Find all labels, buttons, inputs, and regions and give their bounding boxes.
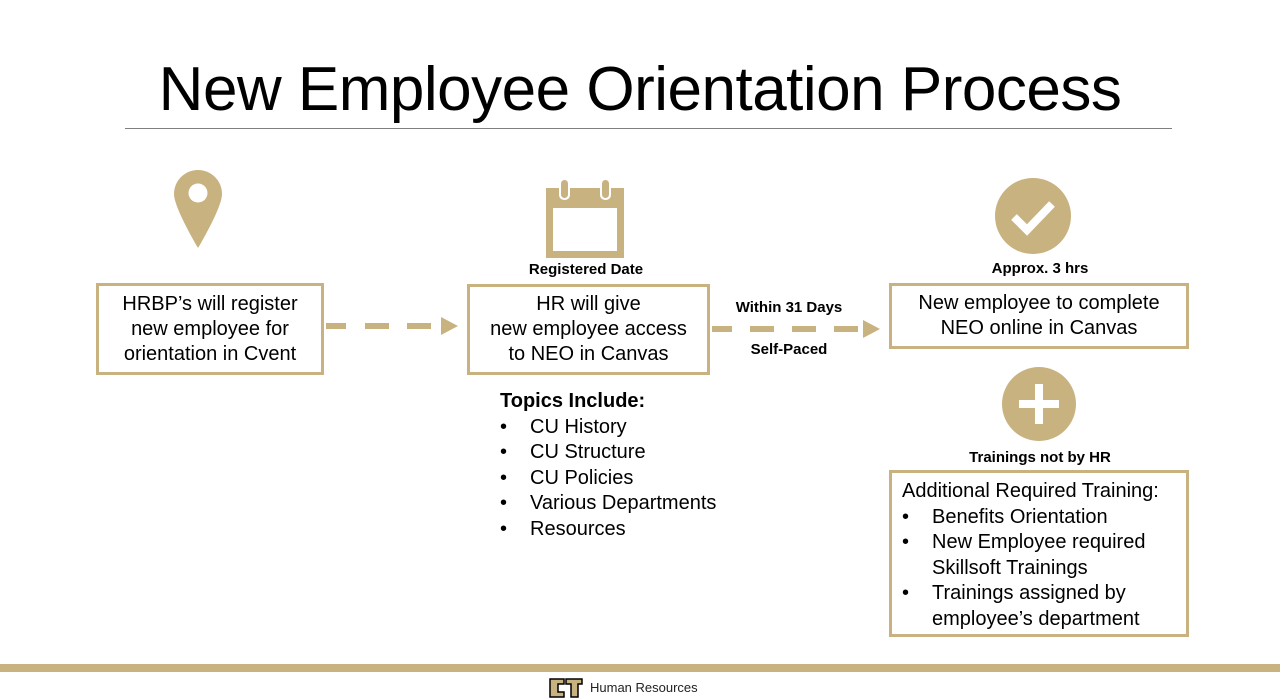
step-text-line: HRBP’s will register [122, 292, 298, 315]
bullet: • [902, 582, 910, 604]
list-item [500, 466, 716, 492]
list-item-text: CU Policies [530, 466, 634, 489]
bullet: • [902, 505, 910, 528]
step-text-line: new employee access [490, 318, 687, 340]
cu-logo-icon [548, 676, 584, 699]
self-paced-label: Self-Paced [750, 341, 828, 358]
bullet: • [500, 492, 508, 514]
list-item [500, 517, 716, 543]
list-item-text: CU Structure [530, 441, 646, 463]
bullet: • [500, 466, 508, 489]
list-item [902, 530, 1186, 581]
additional-training-box [889, 470, 1189, 637]
title-divider [125, 128, 1172, 129]
footer-bar [0, 664, 1280, 672]
footer [548, 676, 698, 699]
step-text-line: HR will give [536, 293, 641, 315]
list-item [500, 415, 716, 441]
list-item [500, 491, 716, 517]
list-item [902, 581, 1186, 632]
page-title: New Employee Orientation Process [158, 55, 1122, 124]
within-31-days-label: Within 31 Days [735, 299, 843, 316]
step-text-line: orientation in Cvent [123, 342, 297, 365]
footer-text: Human Resources [590, 680, 698, 695]
bullet: • [500, 441, 508, 463]
topics-list [500, 389, 716, 542]
registered-date-label: Registered Date [528, 261, 644, 278]
list-item [902, 505, 1186, 531]
bullet: • [902, 531, 910, 553]
trainings-not-by-hr-label: Trainings not by HR [969, 449, 1111, 466]
step-complete-box [889, 283, 1189, 349]
step-access-box [467, 284, 710, 375]
checkmark-circle-icon [994, 177, 1072, 255]
list-item-text: Resources [530, 517, 626, 540]
plus-circle-icon [1001, 366, 1077, 442]
approx-3-hrs-label: Approx. 3 hrs [991, 260, 1089, 277]
step-text-line: New employee to complete [918, 292, 1160, 314]
list-item-text: CU History [530, 415, 627, 438]
step-text-line: to NEO in Canvas [508, 343, 669, 365]
additional-training-header: Additional Required Training: [902, 480, 1159, 502]
calendar-icon [546, 178, 624, 258]
list-item-text: employee’s department [932, 607, 1140, 630]
bullet: • [500, 415, 508, 438]
list-item-text: Skillsoft Trainings [932, 556, 1088, 579]
bullet: • [500, 517, 508, 540]
list-item [500, 440, 716, 466]
map-pin-icon [174, 170, 222, 248]
topics-header: Topics Include: [500, 390, 646, 412]
list-item-text: Benefits Orientation [932, 505, 1108, 528]
list-item-text: Various Departments [530, 492, 717, 514]
step-text-line: new employee for [131, 317, 289, 340]
step-register-box [96, 283, 324, 375]
list-item-text: Trainings assigned by [932, 582, 1126, 604]
list-item-text: New Employee required [932, 531, 1146, 553]
step-text-line: NEO online in Canvas [940, 317, 1138, 339]
